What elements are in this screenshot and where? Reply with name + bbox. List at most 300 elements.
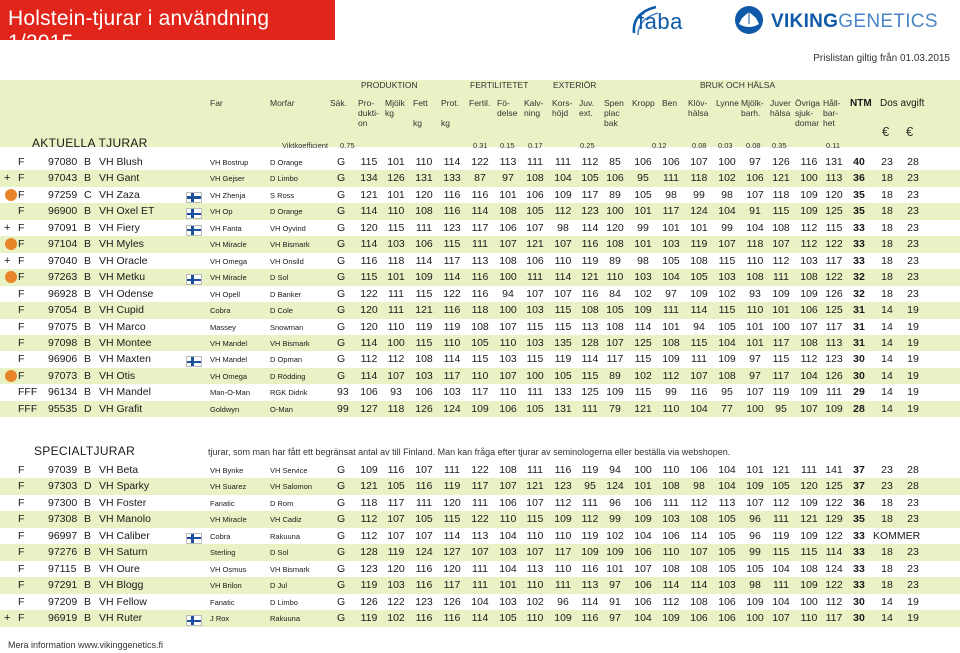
table-row[interactable] (0, 286, 960, 303)
index-value: 109 (690, 287, 708, 300)
col-far: Far (210, 98, 223, 108)
index-value: 116 (554, 464, 572, 476)
orange-badge-icon (5, 189, 17, 201)
index-value: 113 (581, 579, 599, 592)
reliability: G (337, 595, 346, 608)
index-value: 103 (499, 595, 517, 608)
index-value: 101 (662, 320, 680, 333)
dose-price-2: 19 (907, 304, 919, 317)
index-value: 120 (800, 480, 818, 493)
index-value: 100 (634, 464, 652, 476)
dose-price-2: 23 (907, 287, 919, 300)
table-row[interactable] (0, 203, 960, 220)
index-value: 111 (527, 271, 543, 284)
index-value: 124 (825, 562, 843, 575)
index-value: 122 (471, 464, 489, 476)
reliability: G (337, 464, 346, 476)
index-value: 89 (609, 369, 621, 382)
col-spen: Spen plac bak (604, 98, 624, 128)
bull-class: B (84, 562, 92, 575)
index-value: 100 (499, 271, 517, 284)
index-value: 107 (499, 320, 517, 333)
grade: FFF (18, 402, 38, 415)
index-value: 105 (606, 304, 624, 317)
index-value: 97 (609, 612, 621, 625)
index-value: 115 (718, 304, 736, 317)
index-value: 102 (387, 612, 405, 625)
index-value: 108 (499, 464, 517, 476)
sire: VH Zhenja (210, 190, 246, 200)
index-value: 104 (800, 369, 818, 382)
index-value: 106 (606, 172, 624, 185)
dose-price-2: 23 (907, 254, 919, 267)
index-value: 107 (526, 221, 544, 234)
sire: VH Miracle (210, 240, 247, 250)
index-value: 106 (499, 402, 517, 415)
table-row[interactable] (0, 236, 960, 253)
index-value: 111 (663, 304, 679, 317)
index-value: 108 (690, 254, 708, 267)
index-value: 106 (800, 304, 818, 317)
index-value: 122 (825, 271, 843, 284)
index-value: 122 (825, 579, 843, 592)
index-value: 116 (360, 254, 378, 267)
index-value: 108 (415, 353, 433, 366)
index-value: 116 (471, 271, 489, 284)
dose-price-1: 18 (881, 172, 893, 185)
bull-class: B (84, 546, 92, 559)
index-value: 109 (662, 612, 680, 625)
index-value: 121 (360, 480, 378, 493)
bull-name: VH Marco (99, 320, 146, 333)
title-bar (0, 0, 960, 54)
bull-number: 97075 (48, 320, 78, 333)
bull-class: B (84, 595, 92, 608)
bull-name: VH Otis (99, 369, 136, 382)
index-value: 112 (554, 205, 572, 218)
table-row[interactable] (0, 302, 960, 319)
dose-price-1: 14 (881, 369, 893, 382)
index-value: 115 (360, 156, 378, 168)
index-value: 116 (443, 188, 461, 201)
bull-name: VH Odense (99, 287, 154, 300)
index-value: 113 (718, 496, 736, 509)
bull-number: 97091 (48, 221, 78, 234)
index-value: 110 (662, 402, 680, 415)
index-value: 121 (634, 402, 652, 415)
bull-number: 97209 (48, 595, 78, 608)
index-value: 98 (749, 579, 761, 592)
index-value: 109 (800, 386, 818, 399)
table-row[interactable] (0, 187, 960, 204)
dose-price-1: 23 (881, 480, 893, 493)
dose-price-1: 14 (881, 595, 893, 608)
index-value: 99 (749, 546, 761, 559)
sire: VH Gejser (210, 174, 245, 184)
index-value: 108 (526, 172, 544, 185)
index-value: 125 (581, 386, 599, 399)
dose-price-2: 19 (907, 369, 919, 382)
index-value: 119 (690, 238, 708, 251)
index-value: 101 (634, 480, 652, 493)
sire: VH Bynke (210, 466, 244, 475)
bull-name: VH Blush (99, 156, 143, 168)
index-value: 121 (800, 513, 818, 526)
index-value: 108 (690, 513, 708, 526)
index-value: 116 (471, 287, 489, 300)
index-value: 105 (526, 205, 544, 218)
maternal-grandsire: Snowman (270, 322, 304, 332)
col-kropp: Kropp (632, 98, 655, 108)
col-fertil: Fertil. (469, 98, 491, 108)
maternal-grandsire: Rakuuna (270, 531, 301, 541)
bull-class: D (84, 402, 92, 415)
index-value: 116 (471, 188, 489, 201)
index-value: 103 (662, 513, 680, 526)
index-value: 111 (527, 464, 543, 476)
index-value: 100 (746, 612, 764, 625)
index-value: 101 (387, 156, 405, 168)
table-row[interactable] (0, 319, 960, 336)
index-value: 109 (634, 304, 652, 317)
col-ben: Ben (662, 98, 678, 108)
index-value: 107 (746, 386, 764, 399)
index-value: 110 (606, 271, 624, 284)
index-value: 105 (772, 480, 790, 493)
grade: F (18, 369, 25, 382)
bull-name: VH Beta (99, 464, 139, 476)
table-row[interactable] (0, 478, 960, 495)
index-value: 120 (360, 304, 378, 317)
bull-class: B (84, 386, 92, 399)
bull-number: 96134 (48, 386, 78, 399)
grade: F (18, 156, 25, 168)
index-value: 112 (825, 595, 843, 608)
bull-class: C (84, 188, 92, 201)
table-row[interactable] (0, 495, 960, 512)
index-value: 104 (772, 595, 790, 608)
index-value: 104 (746, 221, 764, 234)
reliability: G (337, 480, 346, 493)
maternal-grandsire: D Rödding (270, 371, 306, 381)
grade: F (18, 221, 25, 234)
index-value: 96 (749, 529, 761, 542)
index-value: 110 (415, 156, 433, 168)
index-value: 106 (718, 612, 736, 625)
grade: F (18, 287, 25, 300)
index-value: 97 (502, 172, 514, 185)
index-value: 107 (526, 287, 544, 300)
table-row[interactable] (0, 594, 960, 611)
col-fett: Fett kg (413, 98, 428, 128)
dose-price-2: 23 (907, 546, 919, 559)
index-value: 106 (499, 496, 517, 509)
index-value: 97 (749, 369, 761, 382)
index-value: 107 (499, 238, 517, 251)
index-value: 106 (526, 188, 544, 201)
table-row[interactable] (0, 220, 960, 237)
index-value: 112 (387, 353, 405, 366)
table-row[interactable] (0, 610, 960, 627)
footer-link[interactable]: Mera information www.vikinggenetics.fi (8, 640, 164, 650)
index-value: 109 (662, 353, 680, 366)
index-value: 100 (499, 304, 517, 317)
bull-class: B (84, 464, 92, 476)
index-value: 115 (825, 221, 843, 234)
index-value: 109 (718, 353, 736, 366)
bull-name: VH Maxten (99, 353, 151, 366)
orange-badge-icon (5, 370, 17, 382)
table-row[interactable] (0, 401, 960, 418)
index-value: 110 (526, 529, 544, 542)
euro-icon-1: € (882, 124, 890, 139)
reliability: G (337, 156, 346, 168)
bull-number: 97073 (48, 369, 78, 382)
index-value: 116 (415, 562, 433, 575)
index-value: 122 (471, 156, 489, 168)
ntm-value: 30 (853, 353, 865, 366)
index-value: 114 (443, 156, 461, 168)
index-value: 101 (746, 320, 764, 333)
dose-price-2: 28 (907, 464, 919, 476)
bull-class: B (84, 287, 92, 300)
index-value: 101 (387, 188, 405, 201)
index-value: 126 (443, 595, 461, 608)
dose-price-1: 14 (881, 336, 893, 349)
index-value: 106 (499, 221, 517, 234)
grade: F (18, 254, 25, 267)
bull-number: 97308 (48, 513, 78, 526)
index-value: 116 (415, 612, 433, 625)
index-value: 103 (800, 254, 818, 267)
dose-price-2: 23 (907, 205, 919, 218)
table-row[interactable] (0, 154, 960, 171)
index-value: 101 (746, 336, 764, 349)
index-value: 99 (609, 513, 621, 526)
dose-price-2: 23 (907, 172, 919, 185)
index-value: 116 (415, 480, 433, 493)
dose-price-2: 23 (907, 221, 919, 234)
index-value: 115 (471, 353, 489, 366)
index-value: 109 (634, 513, 652, 526)
bull-class: B (84, 172, 92, 185)
grade: F (18, 579, 25, 592)
maternal-grandsire: D Opman (270, 355, 303, 365)
index-value: 114 (471, 612, 489, 625)
index-value: 108 (662, 336, 680, 349)
index-value: 112 (360, 529, 378, 542)
index-value: 110 (387, 320, 405, 333)
index-value: 120 (606, 221, 624, 234)
index-value: 106 (634, 156, 652, 168)
index-value: 109 (554, 188, 572, 201)
bull-name: VH Foster (99, 496, 147, 509)
index-value: 104 (718, 480, 736, 493)
index-value: 115 (634, 353, 652, 366)
dose-price-1: 18 (881, 238, 893, 251)
bull-number: 96900 (48, 205, 78, 218)
bull-name: VH Mandel (99, 386, 151, 399)
index-value: 100 (526, 369, 544, 382)
table-row[interactable] (0, 544, 960, 561)
bull-class: B (84, 353, 92, 366)
col-produktion: Pro- dukti- on (358, 98, 379, 128)
table-row[interactable] (0, 368, 960, 385)
sire: VH Mandel (210, 338, 248, 348)
index-value: 121 (526, 238, 544, 251)
index-value: 105 (718, 562, 736, 575)
index-value: 111 (691, 353, 707, 366)
index-value: 115 (690, 336, 708, 349)
dose-price-2: 23 (907, 188, 919, 201)
bull-name: VH Metku (99, 271, 146, 284)
grade: F (18, 612, 25, 625)
ntm-value: 33 (853, 579, 865, 592)
index-value: 111 (388, 304, 404, 317)
index-value: 110 (746, 254, 764, 267)
sire: VH Omega (210, 256, 248, 266)
dose-price-1: 18 (881, 513, 893, 526)
index-value: 103 (634, 271, 652, 284)
bull-name: VH Sparky (99, 480, 150, 493)
table-row[interactable] (0, 335, 960, 352)
index-value: 109 (800, 579, 818, 592)
index-value: 98 (693, 480, 705, 493)
finnish-flag-icon (186, 356, 202, 367)
index-value: 117 (606, 353, 624, 366)
index-value: 117 (443, 579, 461, 592)
table-row[interactable] (0, 462, 960, 479)
index-value: 124 (443, 402, 461, 415)
grade: F (18, 464, 25, 476)
dose-price-2: 23 (907, 271, 919, 284)
dose-price-2: 19 (907, 595, 919, 608)
index-value: 112 (690, 496, 708, 509)
table-row[interactable] (0, 511, 960, 528)
table-row[interactable] (0, 351, 960, 368)
bull-class: B (84, 205, 92, 218)
index-value: 98 (665, 188, 677, 201)
viking-genetics-text (771, 11, 938, 33)
index-value: 115 (526, 353, 544, 366)
finnish-flag-icon (186, 615, 202, 626)
table-row[interactable] (0, 170, 960, 187)
maternal-grandsire: VH Onsild (270, 256, 304, 266)
bull-class: B (84, 369, 92, 382)
table-row[interactable] (0, 269, 960, 286)
index-value: 97 (749, 156, 761, 168)
ntm-value: 36 (853, 172, 865, 185)
table-row[interactable] (0, 577, 960, 594)
bull-number: 97263 (48, 271, 78, 284)
viktkoefficient-value: 0.15 (500, 141, 515, 150)
index-value: 111 (472, 496, 488, 509)
index-value: 109 (471, 402, 489, 415)
index-value: 129 (825, 513, 843, 526)
index-value: 96 (609, 496, 621, 509)
col-mjolk: Mjölk kg (385, 98, 405, 118)
finnish-flag-icon (186, 225, 202, 236)
ntm-value: 33 (853, 254, 865, 267)
grade: F (18, 513, 25, 526)
grade: F (18, 496, 25, 509)
index-value: 106 (662, 529, 680, 542)
grade: F (18, 304, 25, 317)
index-value: 99 (665, 386, 677, 399)
index-value: 109 (554, 513, 572, 526)
index-value: 102 (718, 172, 736, 185)
new-bull-plus-icon: + (4, 254, 11, 267)
index-value: 126 (415, 402, 433, 415)
grade: F (18, 595, 25, 608)
sire: VH Bostrup (210, 158, 249, 167)
index-value: 112 (662, 369, 680, 382)
table-row[interactable] (0, 528, 960, 545)
index-value: 107 (772, 238, 790, 251)
index-value: 105 (415, 513, 433, 526)
index-value: 109 (772, 287, 790, 300)
index-value: 120 (443, 496, 461, 509)
bull-number: 96928 (48, 287, 78, 300)
maternal-grandsire: O-Man (270, 404, 293, 414)
viktkoefficient-value: 0.25 (580, 141, 595, 150)
table-row[interactable] (0, 561, 960, 578)
index-value: 123 (443, 221, 461, 234)
index-value: 118 (772, 188, 790, 201)
index-value: 116 (387, 464, 405, 476)
col-hall: Håll- bar- het (823, 98, 841, 128)
table-row[interactable] (0, 384, 960, 401)
index-value: 107 (526, 496, 544, 509)
euro-icon-2: € (906, 124, 914, 139)
index-value: 108 (606, 320, 624, 333)
index-value: 87 (474, 172, 486, 185)
index-value: 105 (690, 271, 708, 284)
index-value: 112 (554, 496, 572, 509)
index-value: 107 (718, 238, 736, 251)
maternal-grandsire: D Sol (270, 273, 289, 283)
bull-name: VH Fiery (99, 221, 140, 234)
index-value: 116 (415, 579, 433, 592)
index-value: 114 (634, 320, 652, 333)
index-value: 112 (581, 513, 599, 526)
index-value: 110 (800, 612, 818, 625)
index-value: 101 (606, 562, 624, 575)
index-value: 101 (499, 188, 517, 201)
sire: Sterling (210, 548, 236, 558)
table-row[interactable] (0, 253, 960, 270)
index-value: 107 (800, 402, 818, 415)
index-value: 106 (690, 612, 708, 625)
bull-class: D (84, 480, 92, 493)
col-morfar: Morfar (270, 98, 295, 108)
index-value: 108 (800, 336, 818, 349)
index-value: 116 (581, 612, 599, 625)
maternal-grandsire: VH Bismark (270, 564, 310, 574)
new-bull-plus-icon: + (4, 221, 11, 234)
index-value: 106 (634, 595, 652, 608)
index-value: 101 (690, 221, 708, 234)
bull-class: B (84, 529, 92, 542)
index-value: 106 (526, 254, 544, 267)
index-value: 109 (800, 287, 818, 300)
index-value: 120 (825, 188, 843, 201)
new-bull-plus-icon: + (4, 612, 11, 625)
index-value: 102 (606, 529, 624, 542)
maternal-grandsire: D Cole (270, 306, 293, 316)
index-value: 98 (637, 254, 649, 267)
reliability: G (337, 579, 346, 592)
